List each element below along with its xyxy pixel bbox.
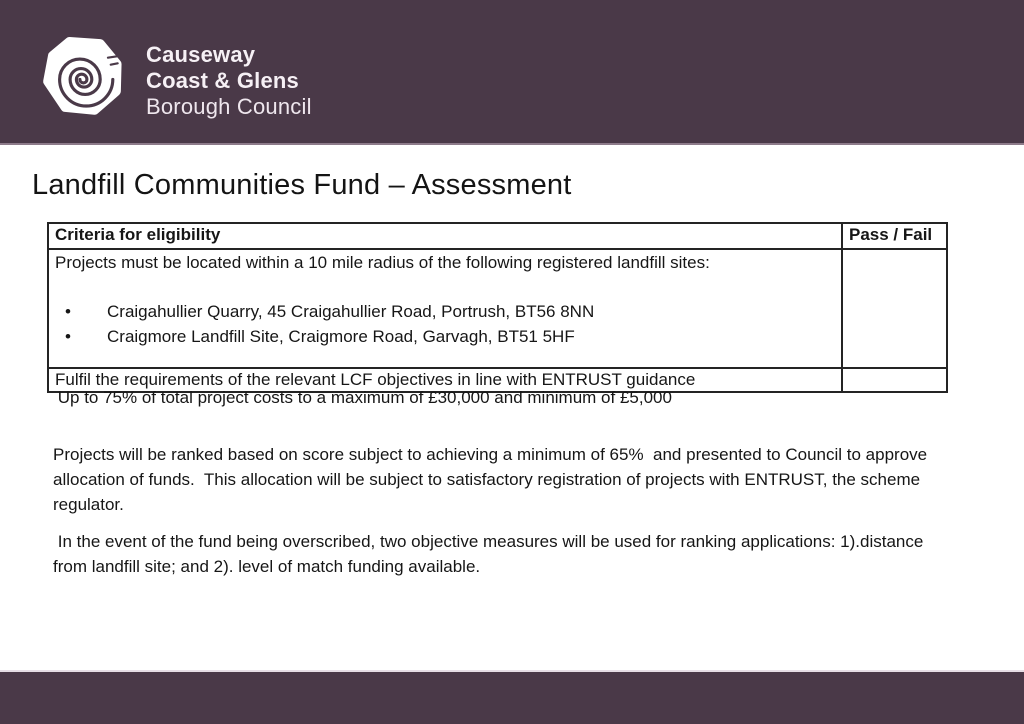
ranking-paragraph: Projects will be ranked based on score subject to achieving a minimum of 65% and presented to Council to approve allocation of funds. This allocation will be subject to satisfactory registration of projects with ENTRUST, the scheme regulator. [53, 445, 932, 514]
council-logo-wordmark [146, 42, 312, 120]
council-logo [40, 36, 312, 120]
pass-fail-cell [842, 249, 947, 368]
criteria-entrust-cell: Fulfil the requirements of the relevant LCF objectives in line with ENTRUST guidance [48, 368, 842, 392]
landfill-sites-list [55, 299, 835, 349]
eligibility-criteria-table [47, 222, 948, 393]
slide-content [0, 145, 1024, 576]
list-item: • Craigahullier Quarry, 45 Craigahullier Road, Portrush, BT56 8NN [55, 299, 835, 324]
oversubscription-paragraph: In the event of the fund being overscribed, two objective measures will be used for ranking applications: 1).distance from landfill site; and 2). level of match funding available. [53, 532, 929, 576]
funding-limits-paragraph: Up to 75% of total project costs to a maximum of £30,000 and minimum of £5,000 [53, 388, 672, 407]
criteria-location-cell [48, 249, 842, 368]
column-header-pass-fail: Pass / Fail [842, 223, 947, 249]
header-band [0, 0, 1024, 145]
table-row [48, 249, 947, 368]
body-paragraphs [0, 385, 1024, 579]
logo-line-borough-council: Borough Council [146, 94, 312, 119]
logo-line-coast-glens: Coast & Glens [146, 68, 299, 93]
list-item: • Craigmore Landfill Site, Craigmore Road, Garvagh, BT51 5HF [55, 324, 835, 349]
footer-band [0, 670, 1024, 724]
location-requirement-text: Projects must be located within a 10 mile radius of the following registered landfill sites: [55, 253, 710, 272]
table-header-row [48, 223, 947, 249]
spiral-pebble-logo-icon [40, 36, 124, 120]
logo-line-causeway: Causeway [146, 42, 256, 67]
column-header-criteria: Criteria for eligibility [48, 223, 842, 249]
page-title: Landfill Communities Fund – Assessment [32, 169, 572, 201]
